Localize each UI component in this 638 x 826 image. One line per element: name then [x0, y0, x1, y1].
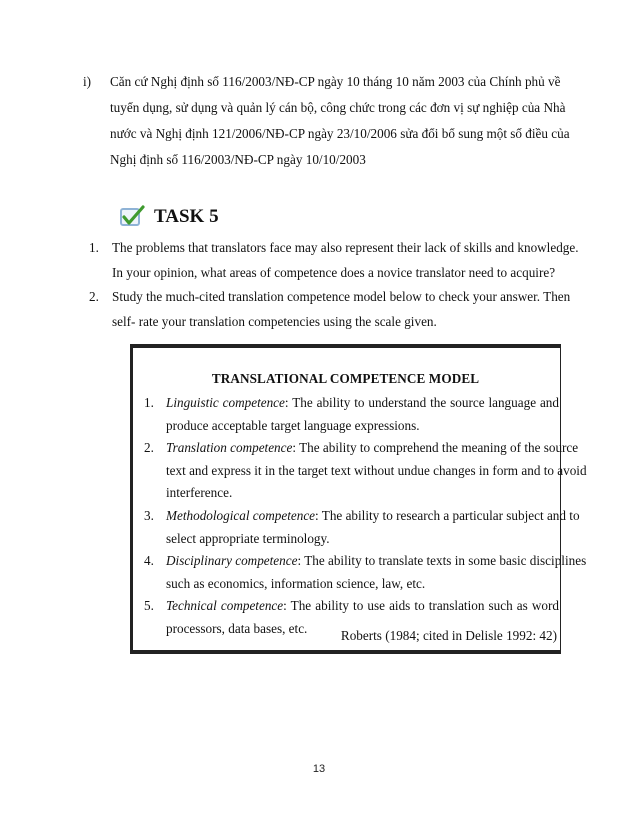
competence-description: : The ability to use aids to translation such as word — [283, 598, 559, 614]
item-line: Nghị định số 116/2003/NĐ-CP ngày 10/10/2003 — [110, 152, 366, 167]
competence-line: interference. — [166, 485, 233, 501]
item-line: tuyển dụng, sử dụng và quản lý cán bộ, công chức trong các đơn vị sự nghiệp của Nhà — [110, 100, 566, 115]
question-line: The problems that translators face may also represent their lack of skills and knowledge. — [112, 240, 579, 255]
competence-number: 1. — [144, 395, 154, 410]
competence-item — [144, 550, 587, 595]
question-line: self- rate your translation competencies using the scale given. — [112, 313, 437, 329]
competence-item — [144, 437, 587, 505]
competence-line: produce acceptable target language expressions. — [166, 417, 420, 433]
task-questions — [89, 236, 579, 334]
question-line: In your opinion, what areas of competence does a novice translator need to acquire? — [112, 264, 556, 280]
competence-description: : The ability to research a particular subject and to — [315, 507, 580, 523]
competence-description: : The ability to comprehend the meaning of the source — [292, 440, 579, 456]
citation: Roberts (1984; cited in Delisle 1992: 42) — [340, 628, 557, 643]
competence-term: Linguistic competence — [166, 395, 285, 410]
competence-item — [144, 392, 559, 437]
legal-reference-item — [83, 69, 570, 173]
question-number: 1. — [89, 240, 99, 255]
competence-line: text and express it in the target text without undue changes in form and to avoid — [166, 462, 587, 478]
competence-number: 2. — [144, 440, 154, 456]
task-title: TASK 5 — [154, 206, 219, 227]
question-line: Study the much-cited translation competence model below to check your answer. Then — [112, 289, 571, 304]
competence-term: Translation competence — [166, 440, 293, 456]
item-line: Căn cứ Nghị định số 116/2003/NĐ-CP ngày 10 tháng 10 năm 2003 của Chính phủ về — [110, 74, 561, 89]
competence-term: Methodological competence — [166, 507, 316, 523]
question-item — [89, 236, 579, 285]
competence-list — [144, 392, 587, 641]
competence-item — [144, 505, 580, 550]
page-number: 13 — [312, 763, 326, 775]
competence-line: select appropriate terminology. — [166, 530, 330, 546]
task-heading — [118, 204, 219, 230]
question-item — [89, 285, 571, 334]
competence-line: processors, data bases, etc. — [166, 620, 308, 636]
competence-number: 5. — [144, 598, 154, 614]
competence-description: : The ability to translate texts in some basic disciplines — [297, 553, 587, 569]
competence-number: 4. — [144, 553, 154, 569]
competence-term: Disciplinary competence — [166, 553, 298, 569]
competence-description: : The ability to understand the source language and — [284, 395, 559, 410]
question-number: 2. — [89, 289, 99, 304]
item-line: nước và Nghị định 121/2006/NĐ-CP ngày 23/10/2006 sửa đổi bổ sung một số điều của — [110, 126, 570, 141]
competence-number: 3. — [144, 507, 154, 523]
model-title: TRANSLATIONAL COMPETENCE MODEL — [211, 371, 480, 386]
item-marker: i) — [83, 74, 92, 89]
competence-line: such as economics, information science, law, etc. — [166, 575, 426, 591]
competence-term: Technical competence — [166, 598, 284, 614]
checkbox-icon — [118, 204, 146, 230]
competence-model-box — [130, 344, 587, 654]
